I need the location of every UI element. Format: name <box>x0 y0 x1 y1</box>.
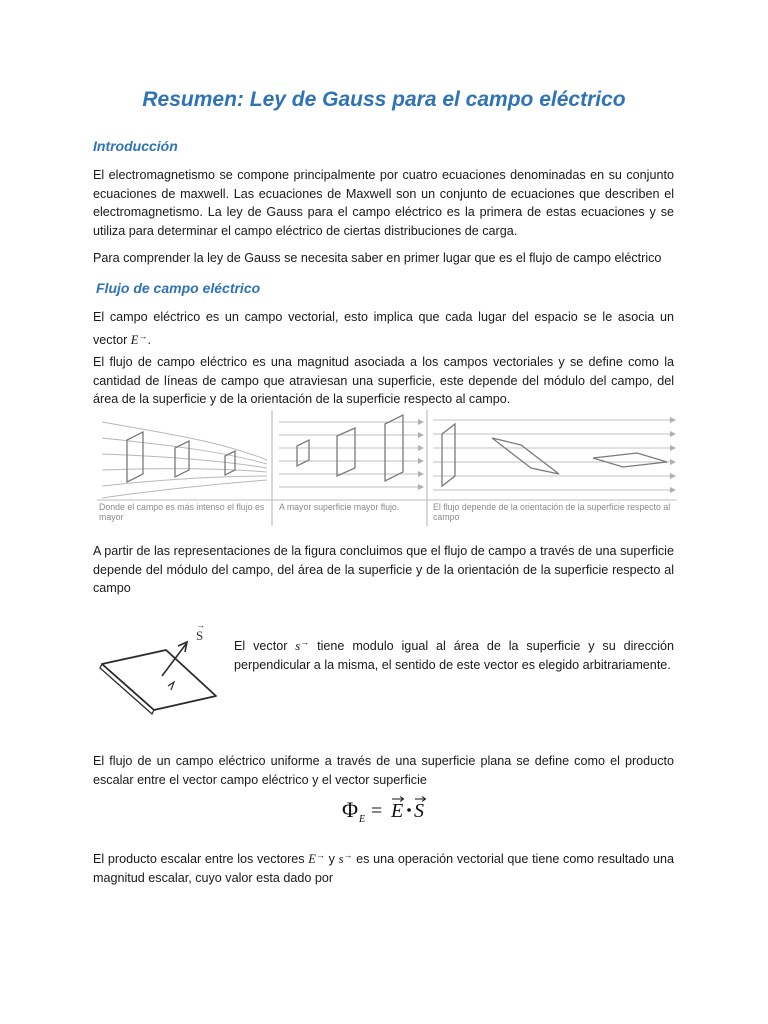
p5-vector-s: s→ <box>338 850 353 867</box>
p5-vector-e: E→ <box>308 850 325 867</box>
svg-text:=: = <box>371 800 383 822</box>
vector-s-text-a: El vector <box>234 639 288 654</box>
caption-1: Donde el campo es más intenso el flujo es mayor <box>99 502 265 522</box>
flujo-paragraph-3: A partir de las representaciones de la figura concluimos que el flujo de campo a través de una superficie depende del módulo del campo, del área de la superficie y de la orientación de la superficie respecto al campo <box>93 544 674 595</box>
caption-3: El flujo depende de la orientación de la superficie respecto al campo <box>433 502 671 522</box>
vector-s-paragraph <box>234 633 674 674</box>
flujo-p1-end: . <box>147 332 151 347</box>
surface-vector-sketch <box>96 620 220 718</box>
heading-flujo: Flujo de campo eléctrico <box>96 280 261 296</box>
flux-formula <box>340 793 440 827</box>
flujo-p1-text: El campo eléctrico es un campo vectorial, esto implica que cada lugar del espacio se le asocia un vector <box>93 310 674 347</box>
flujo-paragraph-5 <box>93 846 674 887</box>
intro-paragraph-1: El electromagnetismo se compone principalmente por cuatro ecuaciones denominadas en su conjunto ecuaciones de maxwell. Las ecuaciones de Maxwell son un conjunto de ecuaciones que describen el electromagnetismo. La ley de Gauss para el campo eléctrico es la primera de estas ecuaciones y se utiliza para determinar el campo eléctrico de ciertas distribuciones de carga. <box>93 168 674 238</box>
svg-text:E: E <box>391 800 404 822</box>
p5-text-b: es una operación vectorial que tiene como resultado una magnitud escalar, cuyo valor esta dado por <box>93 852 675 885</box>
flujo-paragraph-1 <box>93 308 674 349</box>
svg-text:S: S <box>414 800 424 822</box>
vector-s-text-b: tiene modulo igual al área de la superficie y su dirección perpendicular a la misma, el sentido de este vector es elegido arbitrariamente. <box>234 639 675 672</box>
p5-text-a: El producto escalar entre los vectores <box>93 852 305 867</box>
intro-paragraph-2: Para comprender la ley de Gauss se necesita saber en primer lugar que es el flujo de campo eléctrico <box>93 251 662 265</box>
flux-figure <box>97 410 677 526</box>
svg-text:E: E <box>359 814 366 825</box>
vector-e-symbol: E→ <box>130 330 148 347</box>
page-title: Resumen: Ley de Gauss para el campo eléctrico <box>142 88 626 111</box>
vector-s-symbol: s→ <box>295 637 310 654</box>
sketch-s-label: S → <box>196 620 205 643</box>
flux-formula-graphic <box>340 793 440 827</box>
caption-2: A mayor superficie mayor flujo. <box>279 502 400 512</box>
heading-introduccion: Introducción <box>93 138 178 154</box>
flujo-paragraph-4: El flujo de un campo eléctrico uniforme a través de una superficie plana se define como el producto escalar entre el vector campo eléctrico y el vector superficie <box>93 754 674 787</box>
flujo-paragraph-2: El flujo de campo eléctrico es una magnitud asociada a los campos vectoriales y se define como la cantidad de líneas de campo que atraviesan una superficie, este depende del módulo del campo, del área de la superficie y de la orientación de la superficie respecto al campo. <box>93 355 674 406</box>
svg-text:Φ: Φ <box>342 797 359 822</box>
p5-y: y <box>328 852 335 867</box>
